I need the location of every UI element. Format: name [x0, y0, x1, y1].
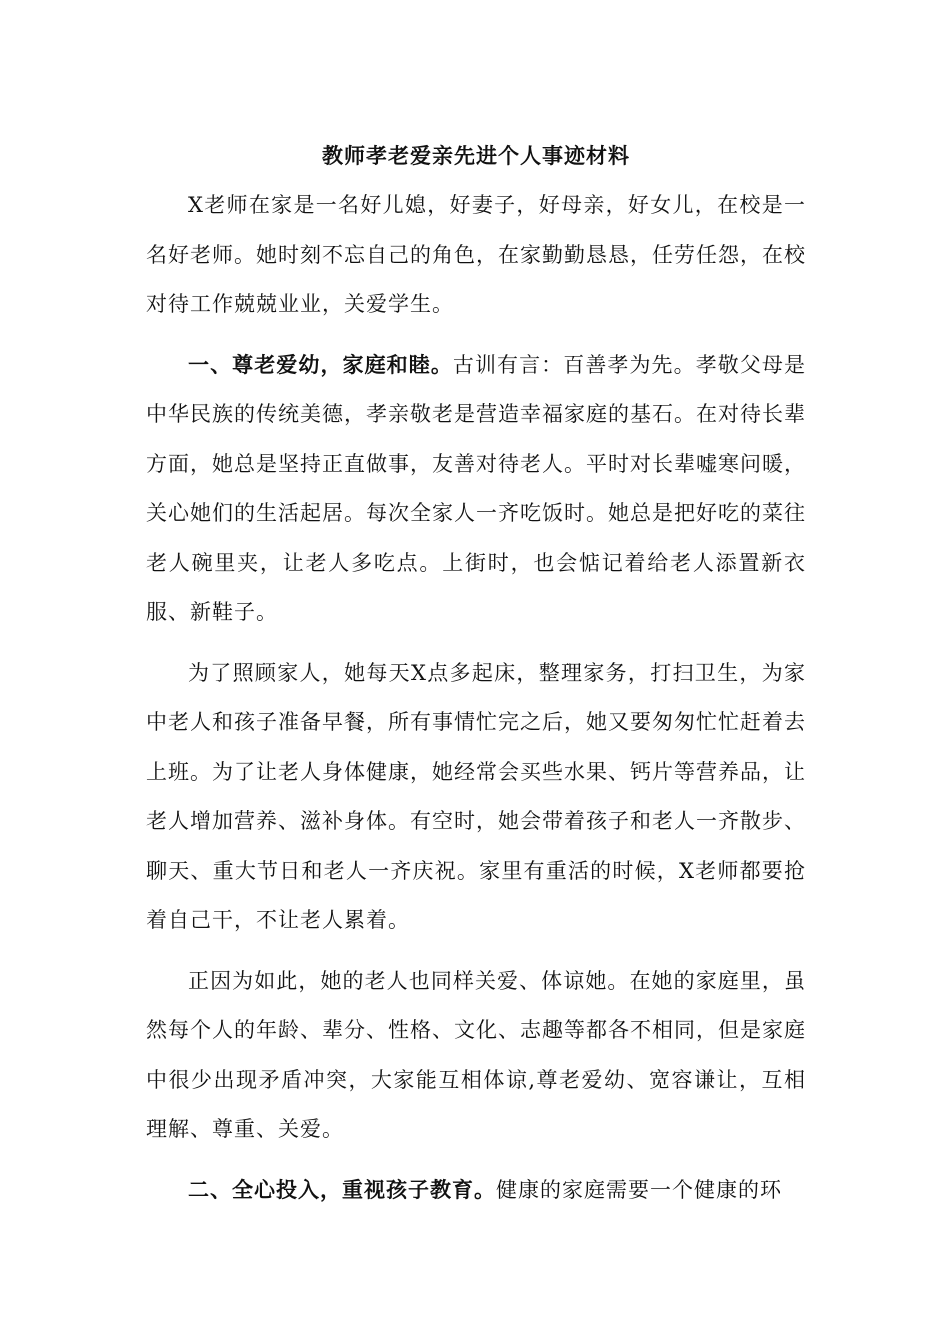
paragraph-section-1	[146, 340, 806, 638]
document-title: 教师孝老爱亲先进个人事迹材料	[322, 143, 630, 168]
paragraph-text: X老师在家是一名好儿媳，好妻子，好母亲，好女儿，在校是一名好老师。她时刻不忘自己的角色，在家勤勤恳恳，任劳任怨，在校对待工作兢兢业业，关爱学生。	[146, 193, 806, 316]
paragraph-text: 为了照顾家人，她每天X点多起床，整理家务，打扫卫生，为家中老人和孩子准备早餐，所有事情忙完之后，她又要匆匆忙忙赶着去上班。为了让老人身体健康，她经常会买些水果、钙片等营养品，让老人增加营养、滋补身体。有空时，她会带着孩子和老人一齐散步、聊天、重大节日和老人一齐庆祝。家里有重活的时候，X老师都要抢着自己干，不让老人累着。	[146, 660, 806, 932]
section-heading-1: 一、尊老爱幼，家庭和睦。	[188, 351, 453, 377]
paragraph-text: 正因为如此，她的老人也同样关爱、体谅她。在她的家庭里，虽然每个人的年龄、辈分、性格、文化、志趣等都各不相同，但是家庭中很少出现矛盾冲突，大家能互相体谅,尊老爱幼、宽容谦让，互相理解、尊重、关爱。	[146, 968, 806, 1141]
paragraph-text: 健康的家庭需要一个健康的环	[496, 1177, 782, 1202]
paragraph-care	[146, 648, 806, 946]
section-heading-2: 二、全心投入，重视孩子教育。	[188, 1176, 496, 1202]
paragraph-text: 古训有言：百善孝为先。孝敬父母是中华民族的传统美德，孝亲敬老是营造幸福家庭的基石。在对待长辈方面，她总是坚持正直做事，友善对待老人。平时对长辈嘘寒问暖，关心她们的生活起居。每次全家人一齐吃饭时。她总是把好吃的菜往老人碗里夹，让老人多吃点。上街时，也会惦记着给老人添置新衣服、新鞋子。	[146, 352, 807, 624]
document-page	[146, 140, 806, 1225]
paragraph-section-2	[146, 1165, 806, 1216]
paragraph-harmony	[146, 956, 806, 1155]
paragraph-intro	[146, 180, 806, 330]
